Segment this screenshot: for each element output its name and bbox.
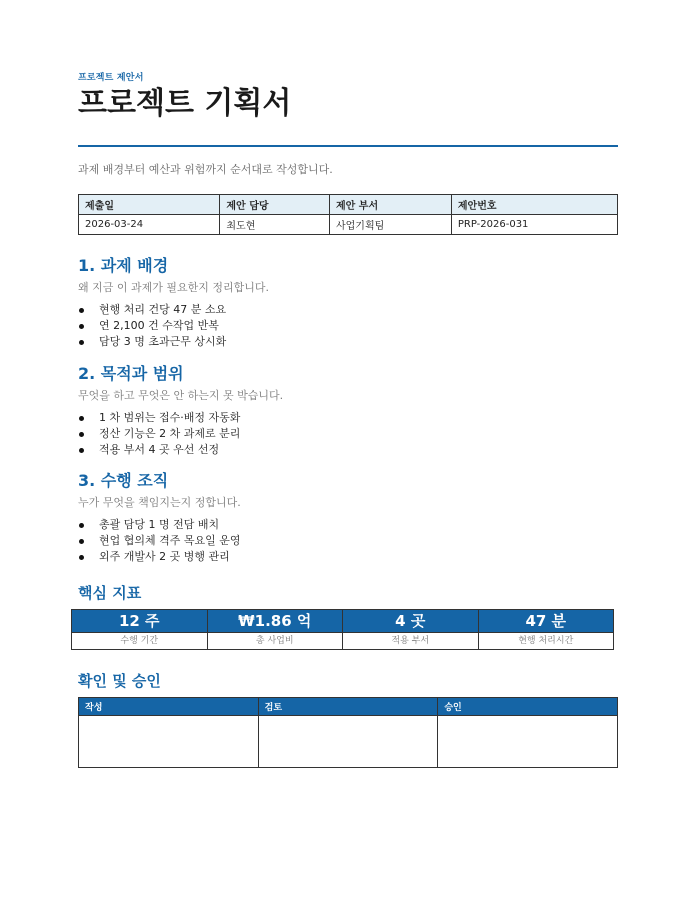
section-title: 2. 목적과 범위 — [78, 364, 184, 383]
bullet-icon — [79, 308, 84, 313]
section-organization — [78, 471, 618, 565]
kpi-value: 12 주 — [72, 610, 207, 633]
approval-header-approve: 승인 — [438, 698, 618, 716]
approval-header-author: 작성 — [79, 698, 259, 716]
list-item — [78, 442, 618, 458]
title-divider — [78, 145, 618, 147]
bullet-icon — [79, 555, 84, 560]
bullet-list — [78, 410, 618, 458]
approval-header-row — [79, 698, 618, 716]
bullet-icon — [79, 340, 84, 345]
list-item — [78, 302, 618, 318]
section-description: 누가 무엇을 책임지는지 정합니다. — [78, 496, 241, 509]
section-scope — [78, 364, 618, 458]
review-signature-cell[interactable] — [258, 716, 438, 768]
list-item-text: 외주 개발사 2 곳 병행 관리 — [99, 550, 230, 563]
approve-signature-cell[interactable] — [438, 716, 618, 768]
list-item — [78, 334, 618, 350]
meta-header-date: 제출일 — [79, 195, 220, 215]
bullet-list — [78, 517, 618, 565]
kpi-value: 4 곳 — [343, 610, 478, 633]
bullet-icon — [79, 448, 84, 453]
kpi-duration — [72, 610, 208, 649]
approval-table — [78, 697, 618, 768]
bullet-icon — [79, 432, 84, 437]
kpi-label: 총 사업비 — [255, 636, 294, 646]
document-lead: 과제 배경부터 예산과 위험까지 순서대로 작성합니다. — [78, 163, 333, 176]
author-signature-cell[interactable] — [79, 716, 259, 768]
meta-header-dept: 제안 부서 — [329, 195, 451, 215]
list-item — [78, 517, 618, 533]
document-title: 프로젝트 기획서 — [78, 86, 292, 121]
kpi-value: 47 분 — [479, 610, 614, 633]
meta-table — [78, 194, 618, 235]
list-item — [78, 549, 618, 565]
approval-header-review: 검토 — [258, 698, 438, 716]
bullet-icon — [79, 416, 84, 421]
list-item — [78, 426, 618, 442]
section-description: 왜 지금 이 과제가 필요한지 정리합니다. — [78, 281, 269, 294]
meta-header-owner: 제안 담당 — [220, 195, 330, 215]
list-item-text: 적용 부서 4 곳 우선 선정 — [99, 443, 220, 456]
list-item-text: 현행 처리 건당 47 분 소요 — [99, 303, 227, 316]
list-item-text: 연 2,100 건 수작업 반복 — [99, 319, 219, 332]
section-title: 3. 수행 조직 — [78, 471, 169, 490]
bullet-icon — [79, 539, 84, 544]
meta-value-number: PRP-2026-031 — [451, 215, 617, 235]
list-item-text: 1 차 범위는 접수·배정 자동화 — [99, 411, 241, 424]
list-item-text: 현업 협의체 격주 목요일 운영 — [99, 534, 241, 547]
approval-title: 확인 및 승인 — [78, 672, 161, 690]
meta-value-owner: 최도현 — [220, 215, 330, 235]
bullet-icon — [79, 523, 84, 528]
meta-header-row — [79, 195, 618, 215]
list-item-text: 정산 기능은 2 차 과제로 분리 — [99, 427, 241, 440]
kpi-label: 현행 처리시간 — [518, 636, 574, 646]
kpi-departments — [343, 610, 479, 649]
meta-value-row — [79, 215, 618, 235]
meta-value-dept: 사업기획팀 — [329, 215, 451, 235]
kpi-table — [71, 609, 614, 650]
kpi-label: 적용 부서 — [391, 636, 430, 646]
meta-value-date: 2026-03-24 — [79, 215, 220, 235]
list-item-text: 담당 3 명 초과근무 상시화 — [99, 335, 227, 348]
kpi-processing-time — [479, 610, 614, 649]
meta-header-number: 제안번호 — [451, 195, 617, 215]
section-title: 1. 과제 배경 — [78, 256, 169, 275]
list-item — [78, 533, 618, 549]
list-item-text: 총괄 담당 1 명 전담 배치 — [99, 518, 220, 531]
kpi-budget — [208, 610, 344, 649]
section-background — [78, 256, 618, 350]
section-description: 무엇을 하고 무엇은 안 하는지 못 박습니다. — [78, 389, 284, 402]
bullet-list — [78, 302, 618, 350]
list-item — [78, 410, 618, 426]
approval-signature-row — [79, 716, 618, 768]
document-eyebrow: 프로젝트 제안서 — [78, 73, 144, 83]
list-item — [78, 318, 618, 334]
kpi-label: 수행 기간 — [120, 636, 159, 646]
kpi-title: 핵심 지표 — [78, 584, 142, 602]
bullet-icon — [79, 324, 84, 329]
kpi-value: ₩1.86 억 — [208, 610, 343, 633]
